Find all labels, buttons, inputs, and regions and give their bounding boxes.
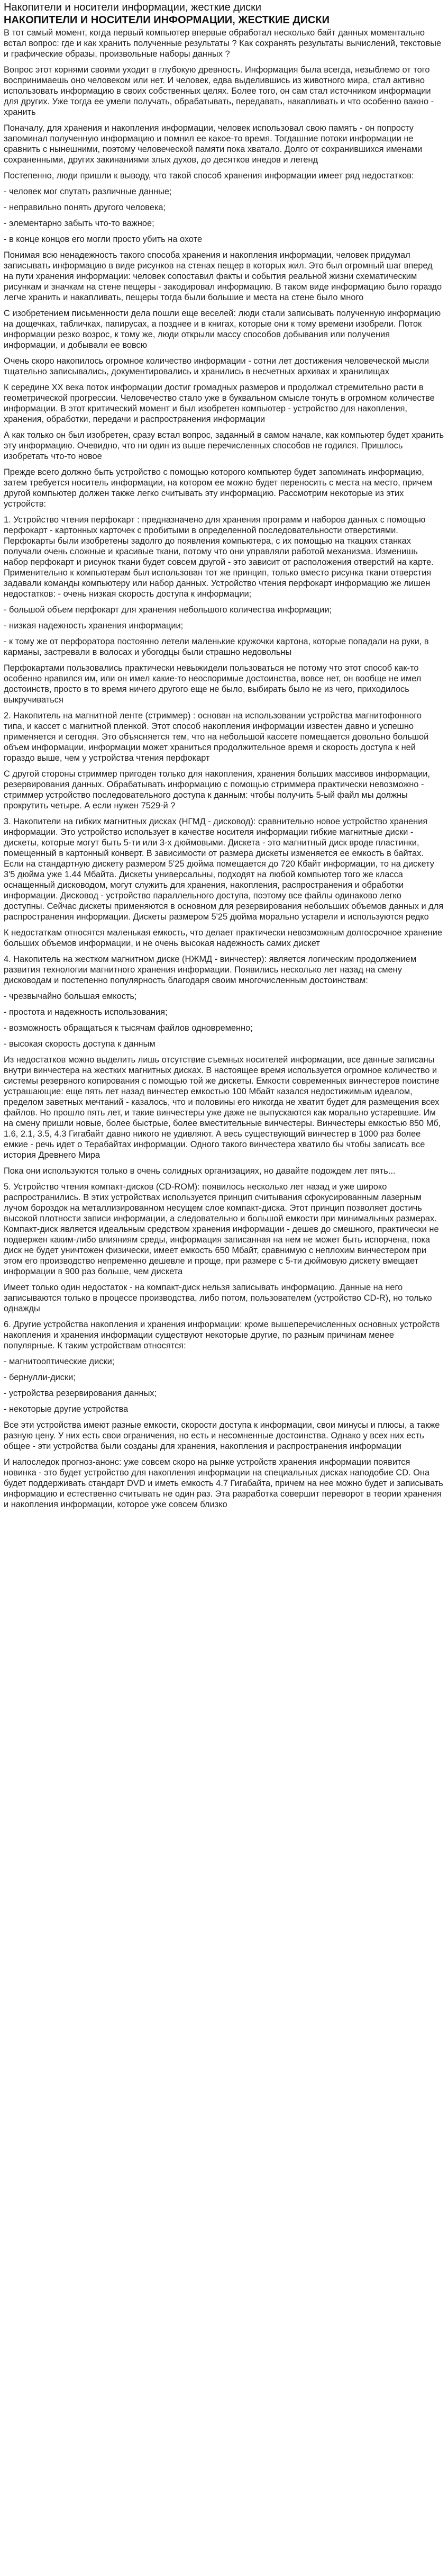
article-paragraph: Понимая всю ненадежность такого способа хранения и накопления информации, человек придумал записывать информацию в виде рисунков на стенах пещер в которых жил. Это был огромный шаг вперед на пути хранения информации: человек сопоставил факты и события реальной жизни схематическим рисункам и значкам на стене пещеры - закодировал информацию. В таком виде информацию было гораздо легче хранить и накапливать, пещеры тогда были большие и места на стене было много — [4, 250, 442, 302]
article-paragraph: И напоследок прогноз-анонс: уже совсем скоро на рынке устройств хранения информации появится новинка - это будет устройство для накопления информации на специальных дисках наподобие CD. Она будет поддерживать стандарт DVD и иметь емкость 4.7 Гигабайта, причем на нее можно будет и записывать информацию и естественно считывать не один раз. Эта разработка совершит переворот в теории хранения и накопления информации, которое уже совсем близко — [4, 1457, 443, 1509]
article-paragraph: - устройства резервирования данных; — [4, 1389, 157, 1398]
article-paragraph: 3. Накопители на гибких магнитных дисках (НГМД - дисковод): сравнительно новое устройство хранения информации. Это устройство использует в качестве носителя информации гибкие магнитные диски - дискеты, которые могут быть 5-ти или 3-х дюймовыми. Дискета - это магнитный диск вроде пластинки, помещенный в картонный конверт. В зависимости от размера дискеты изменяется ее емкость в байтах. Если на стандартную дискету размером 5'25 дюйма помещается до 720 Кбайт информации, то на дискету 3'5 дюйма уже 1.44 Мбайта. Дискеты универсальны, подходят на любой компьютер того же класса оснащенный дисководом, могут служить для хранения, накопления, распространения и обработки информации. Дисковод - устройство параллельного доступа, поэтому все файлы одинаково легко доступны. Сейчас дискеты применяются в основном для резервирования небольших объемов данных и для распространения информации. Дискеты размером 5'25 дюйма морально устарели и используются редко — [4, 817, 444, 922]
article-paragraph: 4. Накопитель на жестком магнитном диске (НЖМД - винчестер): является логическим продолжением развития технологии магнитного хранения информации. Появились несколько лет назад на смену дисководам и постепенно популярность благодаря своим многочисленным достоинствам: — [4, 954, 417, 985]
article-paragraph: А как только он был изобретен, сразу встал вопрос, заданный в самом начале, как компьютер будет хранить эту информацию. Очевидно, что ни один из выше перечисленных способов не годился. Пришлось изобретать что-то новое — [4, 430, 444, 461]
article-paragraph: - магнитооптические диски; — [4, 1357, 115, 1366]
article-paragraph: - некоторые другие устройства — [4, 1404, 129, 1414]
article-paragraph: - неправильно понять другого человека; — [4, 203, 166, 212]
article-paragraph: Из недостатков можно выделить лишь отсутствие съемных носителей информации, все данные записаны внутри винчестера на жестких магнитных дисках. В настоящее время используется огромное количество и системы резервного копирования с помощью той же дискеты. Емкости современных винчестеров поистине устрашающие: еще пять лет назад винчестер емкостью 100 Мбайт казался недостижимым идеалом, пределом заветных мечтаний - казалось, что и половины его никогда не хватит будет для размещения всех файлов. Но прошло пять лет, и такие винчестеры уже даже не выпускаются как морально устаревшие. Им на смену пришли новые, более быстрые, более вместительные винчестеры. Винчестеры емкостью 850 Мб, 1.6, 2.1, 3.5, 4.3 Гигабайт давно никого не удивляют. А весь существующий винчестер в 1000 раз более емкие - речь идет о Терабайтах информации. Одного такого винчестера хватило бы чтобы записать все история Древнего Мира — [4, 1055, 441, 1160]
article-paragraph: Поначалу, для хранения и накопления информации, человек использовал свою память - он попросту запоминал полученную информацию и помнил ее какое-то время. Тогдашние потоки информации не сравнить с нынешними, поэтому человеческой памяти пока хватало. Долго от сохранившихся именами сохраненными, других закинаниями злых духов, до десятков инедов и легенд — [4, 123, 423, 165]
article-paragraph: - возможность обращаться к тысячам файлов одновременно; — [4, 1023, 253, 1033]
article-paragraph: - простота и надежность использования; — [4, 1007, 168, 1017]
article-heading: НАКОПИТЕЛИ И НОСИТЕЛИ ИНФОРМАЦИИ, ЖЕСТКИЕ ДИСКИ — [4, 14, 330, 26]
article-paragraph: Очень скоро накопилось огромное количество информации - сотни лет достижения человеческой мысли тщательно записывались, документировались и хранились в несчетных архивах и хранилищах — [4, 356, 429, 376]
article-body — [4, 28, 444, 1510]
article-paragraph: Все эти устройства имеют разные емкости, скорости доступа к информации, свои минусы и плюсы, а также разную цену. У них есть свои ограничения, но есть и несомненные достоинства. Однако у всех них есть общее - эти устройства были созданы для хранения, накопления и распространения информации — [4, 1420, 440, 1451]
article-paragraph: Имеет только один недостаток - на компакт-диск нельзя записывать информацию. Данные на него записываются только в процессе производства, либо потом, пользователем (устройство CD-R), но только однажды — [4, 1283, 432, 1313]
article-paragraph: С другой стороны стриммер пригоден только для накопления, хранения больших массивов информации, резервирования данных. Обрабатывать информацию с помощью стриммера практически невозможно - стриммер устройство последовательного доступа к данным: чтобы получить 5-ый файл мы должны прокрутить четыре. А если нужен 7529-й ? — [4, 769, 430, 810]
page-title: Накопители и носители информации, жесткие диски — [4, 2, 262, 13]
article-paragraph: Пока они используются только в очень солидных организациях, но давайте подождем лет пять... — [4, 1166, 396, 1176]
article-paragraph: К недостаткам относятся маленькая емкость, что делает практически невозможным долгосрочное хранение больших объемов информации, и не очень высокая надежность самих дискет — [4, 928, 442, 948]
article-paragraph: - большой объем перфокарт для хранения небольшого количества информации; — [4, 605, 332, 615]
article-paragraph: К середине XX века поток информации достиг громадных размеров и продолжал стремительно расти в геометрической прогрессии. Человечество стало уже в буквальном смысле тонуть в огромном количестве информации. В этот критический момент и был изобретен компьютер - устройство для накопления, хранения, обработки, передачи и распространения информации — [4, 383, 435, 424]
article-paragraph: 6. Другие устройства накопления и хранения информации: кроме вышеперечисленных основных устройств накопления и хранения информации существуют некоторые другие, по разным причинам менее популярные. К таким устройствам относятся: — [4, 1320, 440, 1350]
article-paragraph: С изобретением письменности дела пошли еще веселей: люди стали записывать полученную информацию на дощечках, табличках, папирусах, а позднее и в книгах, которые они к тому времени изобрели. Поток информации резко возрос, к тому же, люди открыли массу способов добывания или получения информации, и добывали ее вовсю — [4, 309, 441, 350]
article-paragraph: - элементарно забыть что-то важное; — [4, 219, 154, 228]
article-paragraph: - чрезвычайно большая емкость; — [4, 992, 137, 1001]
article-paragraph: - в конце концов его могли просто убить на охоте — [4, 235, 203, 244]
article-paragraph: 1. Устройство чтения перфокарт : предназначено для хранения программ и наборов данных с помощью перфокарт - картонных карточек с пробитыми в определенной последовательности отверстиями. Перфокарты были изобретены задолго до появления компьютера, с их помощью на ткацких станках получали очень сложные и красивые ткани, потому что они управляли работой механизма. Изменишь набор перфокарт и рисунок ткани будет совсем другой - это зависит от расположения отверстий на карте. Применительно к компьютерам был использован тот же принцип, только вместо рисунка ткани отверстия задавали команды компьютеру или набор данных. Устройство чтения перфокарт информацию же лишен недостатков: - очень низкая скорость доступа к информации; — [4, 515, 434, 599]
article-paragraph: Прежде всего должно быть устройство с помощью которого компьютер будет запоминать информацию, затем требуется носитель информации, на котором ее можно будет переносить с места на место, причем другой компьютер должен также легко считывать эту информацию. Рассмотрим некоторые из этих устройств: — [4, 467, 433, 509]
article-paragraph: В тот самый момент, когда первый компьютер впервые обработал несколько байт данных моментально встал вопрос: где и как хранить полученные результаты ? Как сохранять результаты вычислений, текстовые и графические образы, произвольные наборы данных ? — [4, 28, 442, 59]
article-paragraph: - низкая надежность хранения информации; — [4, 621, 184, 631]
article-paragraph: - высокая скорость доступа к данным — [4, 1039, 156, 1049]
article-paragraph: Вопрос этот корнями своими уходит в глубокую древность. Информация была всегда, незыблемо от того воспринимаешь оно человеком или нет. И человек, едва выделившись из животного мира, стал активно использовать информацию в своих собственных целях. Более того, он сам стал источником информации для других. Уже тогда ее умели получать, обрабатывать, передавать, накапливать и что особенно важно - хранить — [4, 65, 434, 117]
article-paragraph: - человек мог спутать различные данные; — [4, 187, 172, 196]
article-paragraph: 2. Накопитель на магнитной ленте (стриммер) : основан на использовании устройства магнитофонного типа, и кассет с магнитной пленкой. Этот способ накопления информации известен давно и успешно применяется и сегодня. Это объясняется тем, что на небольшой кассете помещается довольно большой объем информации, информации может храниться продолжительное время и скорость доступа к ней гораздо выше, чем у устройства чтения перфокарт — [4, 711, 429, 763]
article-paragraph: - к тому же от перфоратора постоянно летели маленькие кружочки картона, которые попадали на руки, в карманы, застревали в волосах и убогодцы были страшно недовольны — [4, 637, 429, 657]
article-paragraph: 5. Устройство чтения компакт-дисков (CD-ROM): появилось несколько лет назад и уже широко распространились. В этих устройствах используется принцип считывания сфокусированным лазерным лучом бороздок на металлизированном несущем слое компакт-диска. Этот принцип позволяет достичь высокой плотности записи информации, а следовательно и большой емкости при минимальных размерах. Компакт-диск является идеальным средством хранения информации - дешев до смешного, практически не подвержен каким-либо влияниям среды, информация записанная на нем не может быть испорчена, пока диск не будет уничтожен физически, имеет емкость 650 Мбайт, сравнимую с неплохим винчестером при этом его производство непременно дешевле и проще, при размере с 5-ти дюймовую дискету вмещает информации в 900 раз больше, чем дискета — [4, 1182, 439, 1276]
article-paragraph: - бернулли-диски; — [4, 1373, 76, 1382]
article-paragraph: Перфокартами пользовались практически невыжидели пользоваться не потому что этот способ как-то особенно нравился им, или он имел какие-то неоспоримые достоинства, вовсе нет, он вообще не имел достоинств, просто в то время ничего другого еще не было, выбирать было не из чего, приходилось выкручиваться — [4, 663, 422, 705]
article-paragraph: Постепенно, люди пришли к выводу, что такой способ хранения информации имеет ряд недостатков: — [4, 171, 414, 181]
